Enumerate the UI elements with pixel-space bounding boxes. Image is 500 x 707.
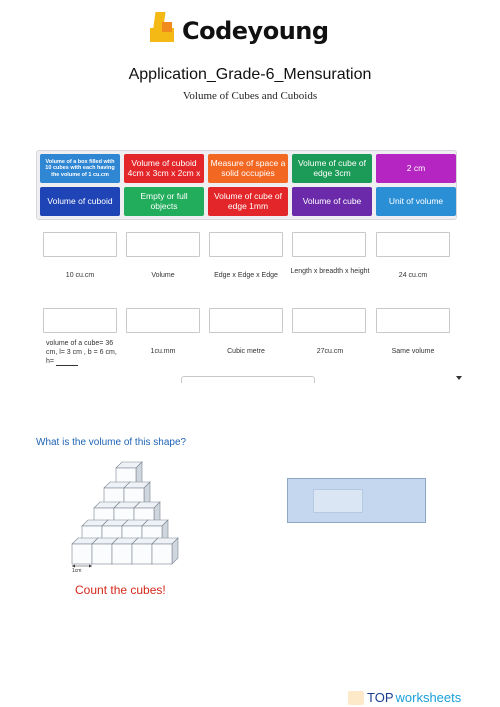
- dropdown-stub[interactable]: [181, 376, 315, 383]
- drop-target[interactable]: [43, 308, 117, 333]
- drop-target[interactable]: [292, 232, 366, 257]
- match-label: volume of a cube= 36 cm, l= 3 cm , b = 6 cm, h=: [46, 340, 117, 365]
- answer-panel: [287, 478, 426, 523]
- match-label: Volume: [151, 272, 175, 279]
- match-label: Cubic metre: [227, 348, 265, 355]
- answer-blank: [56, 365, 78, 366]
- drag-tile[interactable]: Volume of cuboid 4cm x 3cm x 2cm x: [124, 154, 204, 183]
- logo-text: Codeyoung: [182, 17, 329, 45]
- match-label: 24 cu.cm: [398, 272, 428, 279]
- drop-target[interactable]: [292, 308, 366, 333]
- match-label: Edge x Edge x Edge: [214, 272, 278, 279]
- footer-brand: [348, 690, 461, 705]
- cube-stack-icon: [68, 460, 198, 580]
- match-label: 27cu.cm: [316, 348, 344, 355]
- match-label: Length x breadth x height: [290, 268, 370, 275]
- drop-target[interactable]: [376, 232, 450, 257]
- cube-pyramid-image: [68, 460, 198, 580]
- unit-label: 1cm: [72, 568, 82, 574]
- drop-target[interactable]: [209, 308, 283, 333]
- question-prompt: What is the volume of this shape?: [36, 437, 187, 448]
- drag-tile[interactable]: Volume of cuboid: [40, 187, 120, 216]
- footer-top-text: TOP: [367, 690, 394, 705]
- drag-tile[interactable]: Volume of cube of edge 3cm: [292, 154, 372, 183]
- drop-target[interactable]: [376, 308, 450, 333]
- page-title: Application_Grade-6_Mensuration: [128, 66, 372, 83]
- chevron-down-icon: [456, 376, 462, 380]
- drop-target[interactable]: [126, 232, 200, 257]
- tile-bank: [36, 150, 457, 220]
- drop-target[interactable]: [126, 308, 200, 333]
- codeyoung-logo-icon: [150, 12, 178, 50]
- drag-tile[interactable]: Empty or full objects: [124, 187, 204, 216]
- drag-tile[interactable]: Volume of a box filled with 10 cubes with each having the volume of 1 cu.cm: [40, 154, 120, 183]
- match-label: 10 cu.cm: [65, 272, 95, 279]
- topworksheets-logo-icon: [348, 691, 364, 705]
- match-label: Same volume: [391, 348, 435, 355]
- drag-tile[interactable]: 2 cm: [376, 154, 456, 183]
- page-subtitle: Volume of Cubes and Cuboids: [182, 90, 318, 102]
- drag-tile[interactable]: Measure of space a solid occupies: [208, 154, 288, 183]
- drop-target[interactable]: [43, 232, 117, 257]
- drop-target[interactable]: [209, 232, 283, 257]
- codeyoung-logo: [150, 12, 329, 50]
- hint-text: Count the cubes!: [75, 583, 166, 597]
- answer-input[interactable]: [313, 489, 363, 513]
- drag-tile[interactable]: Volume of cube of edge 1mm: [208, 187, 288, 216]
- footer-ws-text: worksheets: [395, 690, 462, 705]
- drag-tile[interactable]: Unit of volume: [376, 187, 456, 216]
- drag-tile[interactable]: Volume of cube: [292, 187, 372, 216]
- match-label: 1cu.mm: [150, 348, 176, 355]
